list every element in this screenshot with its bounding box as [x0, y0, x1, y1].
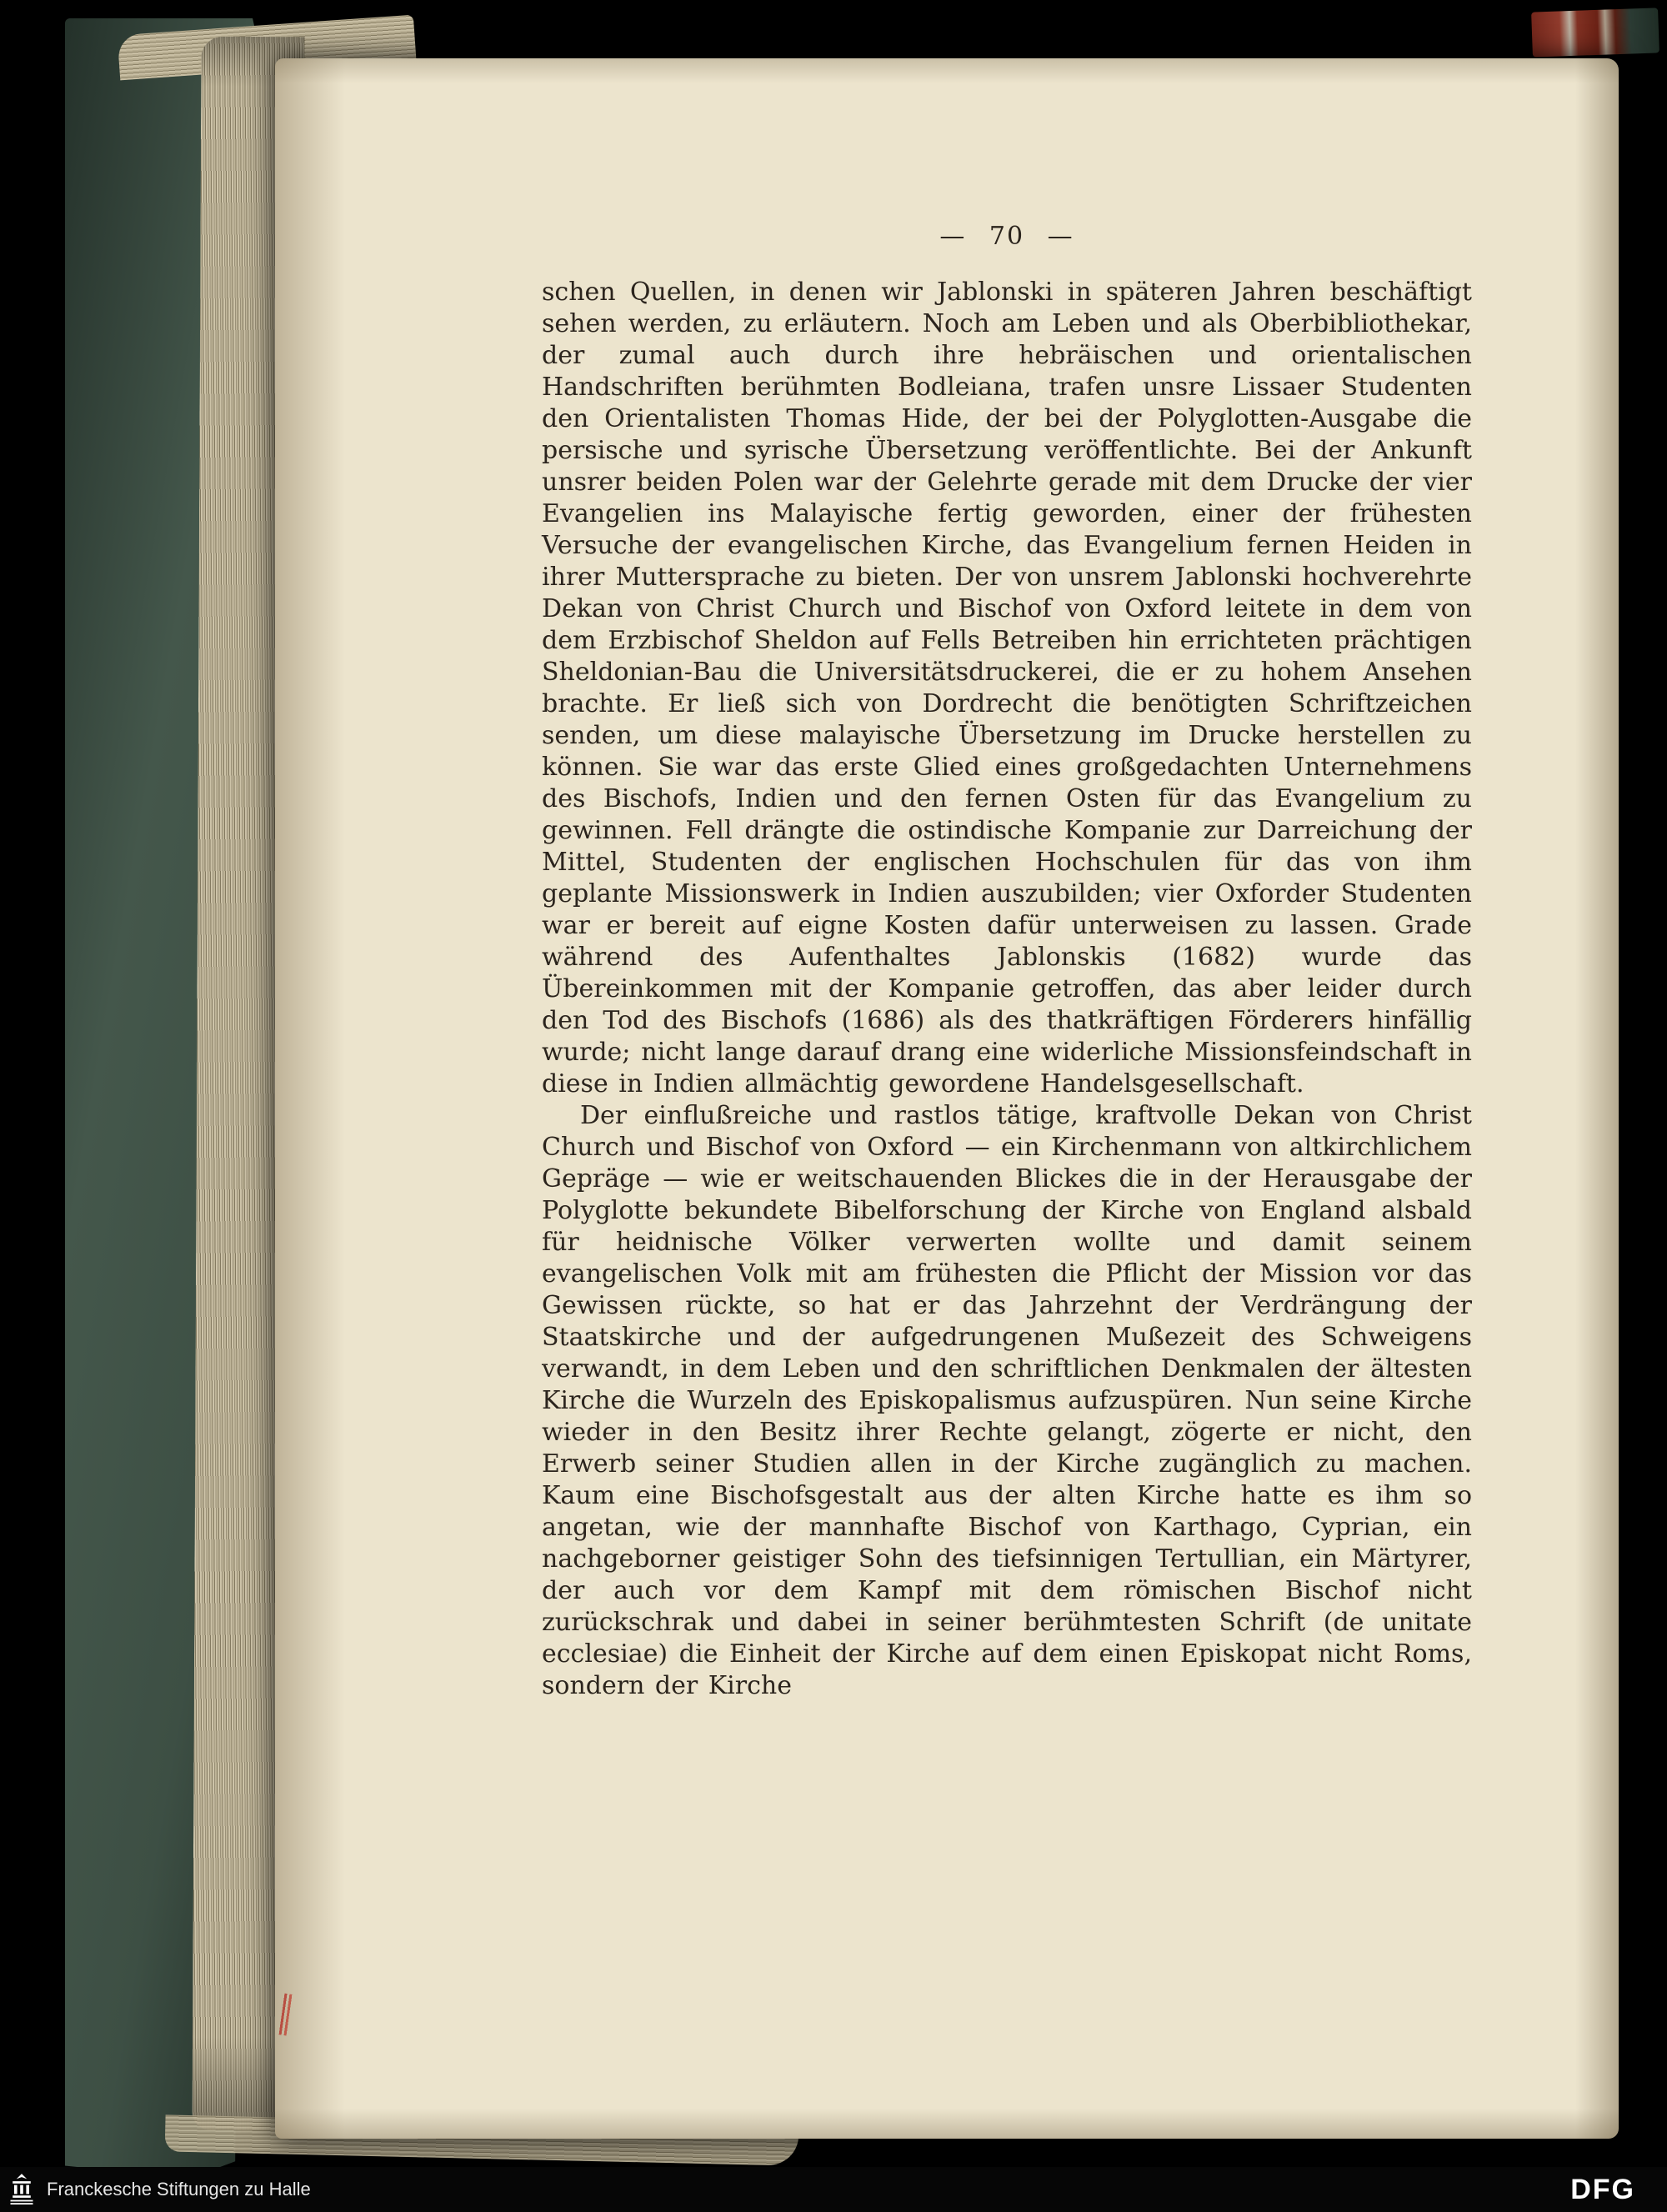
- marbled-corner: [1531, 8, 1659, 57]
- institution-name: Franckesche Stiftungen zu Halle: [47, 2179, 311, 2199]
- book-page: [275, 58, 1619, 2139]
- page-number: — 70 —: [939, 222, 1074, 251]
- page-text: [542, 277, 1472, 1702]
- dfg-logo: DFG: [1570, 2173, 1635, 2205]
- francke-stiftungen-emblem: [7, 2173, 37, 2206]
- paragraph: schen Quellen, in denen wir Jablonski in späteren Jahren beschäftigt sehen werden, zu erläutern. Noch am Leben und als Oberbibliothekar, der zumal auch durch ihre hebräischen und orientalischen Handschriften berühmten Bodleiana, trafen unsre Lissaer Studenten den Orientalisten Thomas Hide, der bei der Polyglotten-Ausgabe die persische und syrische Übersetzung veröffentlichte. Bei der Ankunft unsrer beiden Polen war der Gelehrte gerade mit dem Drucke der vier Evangelien ins Malayische fertig geworden, einer der frühesten Versuche der evangelischen Kirche, das Evangelium fernen Heiden in ihrer Muttersprache zu bieten. Der von unsrem Jablonski hochverehrte Dekan von Christ Church und Bischof von Oxford leitete in dem von dem Erzbischof Sheldon auf Fells Betreiben hin errichteten prächtigen Sheldonian-Bau die Universitätsdruckerei, die er zu hohem Ansehen brachte. Er ließ sich von Dordrecht die benötigten Schriftzeichen senden, um diese malayische Übersetzung im Drucke herstellen zu können. Sie war das erste Glied eines großgedachten Unternehmens des Bischofs, Indien und den fernen Osten für das Evangelium zu gewinnen. Fell drängte die ostindische Kompanie zur Darreichung der Mittel, Studenten der englischen Hochschulen für das von ihm geplante Missionswerk in Indien auszubilden; vier Oxforder Studenten war er bereit auf eigne Kosten dafür unterweisen zu lassen. Grade während des Aufenthaltes Jablonskis (1682) wurde das Übereinkommen mit der Kompanie getroffen, das aber leider durch den Tod des Bischofs (1686) als des thatkräftigen Förderers hinfällig wurde; nicht lange darauf drang eine widerliche Missionsfeindschaft in diese in Indien allmächtig gewordene Handelsgesellschaft.: [542, 278, 1472, 1098]
- paragraph: Der einflußreiche und rastlos tätige, kraftvolle Dekan von Christ Church und Bischof von Oxford — ein Kirchenmann von altkirchlichem Gepräge — wie er weitschauenden Blickes die in der Herausgabe der Polyglotte bekundete Bibelforschung der Kirche von England alsbald für heidnische Völker verwerten wollte und damit seinem evangelischen Volk mit am frühesten die Pflicht der Mission vor das Gewissen rückte, so hat er das Jahrzehnt der Verdrängung der Staatskirche und der aufgedrungenen Mußezeit des Schweigens verwandt, in dem Leben und den schriftlichen Denkmalen der ältesten Kirche die Wurzeln des Episkopalismus aufzuspüren. Nun seine Kirche wieder in den Besitz ihrer Rechte gelangt, zögerte er nicht, den Erwerb seiner Studien allen in der Kirche zugänglich zu machen. Kaum eine Bischofsgestalt aus der alten Kirche hatte es ihm so angetan, wie der mannhafte Bischof von Karthago, Cyprian, ein nachgeborner geistiger Sohn des tiefsinnigen Tertullian, ein Märtyrer, der auch vor dem Kampf mit dem römischen Bischof nicht zurückschrak und dabei in seiner berühmtesten Schrift (de unitate ecclesiae) die Einheit der Kirche auf dem einen Episkopat nicht Roms, sondern der Kirche: [542, 1101, 1472, 1700]
- viewer-footer: [0, 2167, 1667, 2212]
- red-ink-mark: [276, 1993, 295, 2036]
